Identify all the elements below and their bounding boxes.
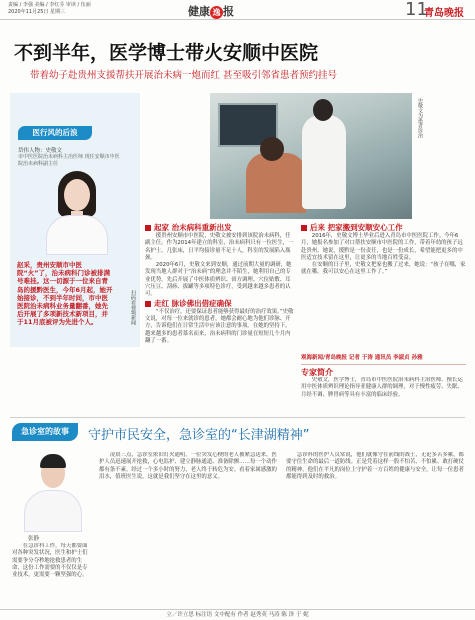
section-title-left: 健康 bbox=[188, 5, 210, 18]
paragraph: 援贵州安顺市中医院，史敬文被安排到该院治未病科，任副主任。作为2014年建立的科室，治未病科只有一位医生，一名护士，几张床，日平均接诊量不足十人，科室的发展陷入瓶颈。 bbox=[145, 233, 294, 261]
story-headline: 守护市民安全，急诊室的“长津湖精神” bbox=[88, 428, 310, 443]
profile-bio: 赵采，贵州安顺市中医院“火”了，治未病科门诊被排满号难挂。这一切源于一位来自青岛的援黔医生，今年6月起，她开始接诊，不到半年时间，市中医医院治未病科业务量翻番，她先后开展了多项新技术新项目，并于11月底被评为先进个人。 bbox=[17, 261, 113, 327]
divider bbox=[10, 417, 465, 418]
doctor-portrait bbox=[40, 167, 114, 255]
profile-title: 市中医医院治未病科主治医师 现任安顺市中医院治未病科副主任 bbox=[18, 154, 120, 167]
story-column-2 bbox=[99, 452, 277, 606]
article-headline: 不到半年，医学博士带火安顺中医院 bbox=[14, 42, 319, 64]
story-column-1 bbox=[12, 543, 92, 606]
paragraph: 2016年，史敬文博士毕业后进入青岛市中医医院工作。今年6月，她报名参加了对口帮扶安顺市中医院的工作，带着年幼的孩子远赴贵州。她说，援黔是一份责任，也是一份成长，希望能把更多的中医适宜技术留在这里，让更多的当地百姓受益。 bbox=[301, 233, 463, 261]
page-number: 11 bbox=[405, 0, 428, 20]
masthead-info bbox=[8, 2, 91, 16]
profile-tag: 医行风的后浪 bbox=[18, 126, 92, 140]
masthead bbox=[0, 0, 475, 20]
section-heading: 走红 脉诊佛出借症确保 bbox=[145, 299, 295, 309]
expert-intro bbox=[301, 377, 466, 413]
section-heading: 后来 把家搬到安顺安心工作 bbox=[301, 223, 466, 233]
paragraph: 凌晨三点，急诊室依旧灯火通明。一位突发心梗的老人被紧急送来，医护人员迅速展开抢救，心电监护、建立静脉通道、准备除颤……每一个动作都有条不紊。经过一个多小时的努力，老人终于转危为安。看着家属感激的泪水，值班医生说，这就是我们坚守在这里的意义。 bbox=[99, 452, 277, 480]
page-footer: 立／许立思 标注语 文中配有 作者 赵秀英 马涛 陈 泽 于 妮 bbox=[0, 609, 475, 620]
qr-caption: 扫码看视频新闻 bbox=[130, 290, 136, 325]
paragraph: 急诊科的医护人员常说，他们就像守在前线的战士，无论多苦多累，都要守住生命的最后一道防线。正是凭着这样一股不怕苦、不怕累、敢打硬仗的精神，他们在平凡的岗位上守护着一方百姓的健康与安全，让每一位患者都能得到及时的救治。 bbox=[286, 452, 464, 480]
newspaper-logo: 青岛晚报 bbox=[424, 8, 464, 19]
section-marker-icon bbox=[145, 225, 151, 231]
section-heading: 起家 治未病科重新出发 bbox=[145, 223, 295, 233]
photo-caption: 史敬文为患者诊治 bbox=[417, 98, 423, 138]
clinic-photo bbox=[210, 93, 412, 219]
article-column-3 bbox=[301, 223, 466, 351]
section-marker-icon bbox=[301, 225, 307, 231]
story-doctor-name: 张静 bbox=[28, 536, 40, 542]
masthead-editors: 责编 / 李强 美编 / 李红芬 审读 / 伍丽 bbox=[8, 2, 91, 8]
article-subheadline: 带着幼子赴贵州支援帮扶开展治未病一炮而红 甚至吸引邻省患者预约挂号 bbox=[30, 70, 338, 81]
masthead-date: 2020年11月25日 星期三 bbox=[8, 9, 66, 15]
expert-heading: 专家简介 bbox=[301, 364, 466, 378]
section-marker-icon bbox=[145, 301, 151, 307]
article-byline: 观海新闻/青岛晚报 记者 于涛 通讯员 李淑贞 孙雅 bbox=[301, 355, 423, 361]
story-doctor-portrait bbox=[20, 450, 86, 532]
paragraph: 在急诊科工作，每天都要面对各种突发状况，医生和护士们需要争分夺秒地抢救患者的生命，这份工作需要的不仅仅是专业技术，更需要一颗坚强的心。 bbox=[12, 543, 88, 579]
article-column-2 bbox=[145, 223, 295, 351]
profile-name: 岱伟人物：史敬文 bbox=[18, 148, 63, 154]
section-title bbox=[188, 3, 234, 19]
story-column-3 bbox=[286, 452, 464, 606]
paragraph: 2020年6月，史敬文来到安顺，通过前期大量的调研，她发现当地人群对于“治未病”的理念并不陌生，她利用自己的专业优势，先后开展了中医体质辨识、膏方调理、穴位贴敷、耳穴压豆、刮痧、拔罐等多项特色诊疗，受到越来越多患者的认可。 bbox=[145, 262, 292, 298]
paragraph: 史敬文，医学博士，青岛市中医医院治未病科主治医师。擅长运用中医体质辨识理论指导亚健康人群的调理，对于慢性疲劳、失眠、月经不调、脾胃病等具有丰富的临床经验。 bbox=[301, 377, 463, 398]
story-banner: 急诊室的故事 bbox=[12, 423, 78, 441]
section-title-right: 报 bbox=[223, 5, 234, 18]
section-title-ball: 逸 bbox=[210, 6, 223, 19]
paragraph: “不仅治疗，还要保证患者能够获得最好的治疗效果。”史敬文说，对每一位来就诊的患者，她都会耐心地为他们诊脉、开方，告诉他们在日常生活中应该注意的事项。在她的坚持下，越来越多的患者慕名而来，治未病科的门诊量在短短几个月内翻了一番。 bbox=[145, 308, 294, 344]
paragraph: 在安顺的日子里，史敬文把家也搬了过来，她说：“孩子在哪，家就在哪，我可以安心在这里工作了。” bbox=[301, 262, 466, 276]
